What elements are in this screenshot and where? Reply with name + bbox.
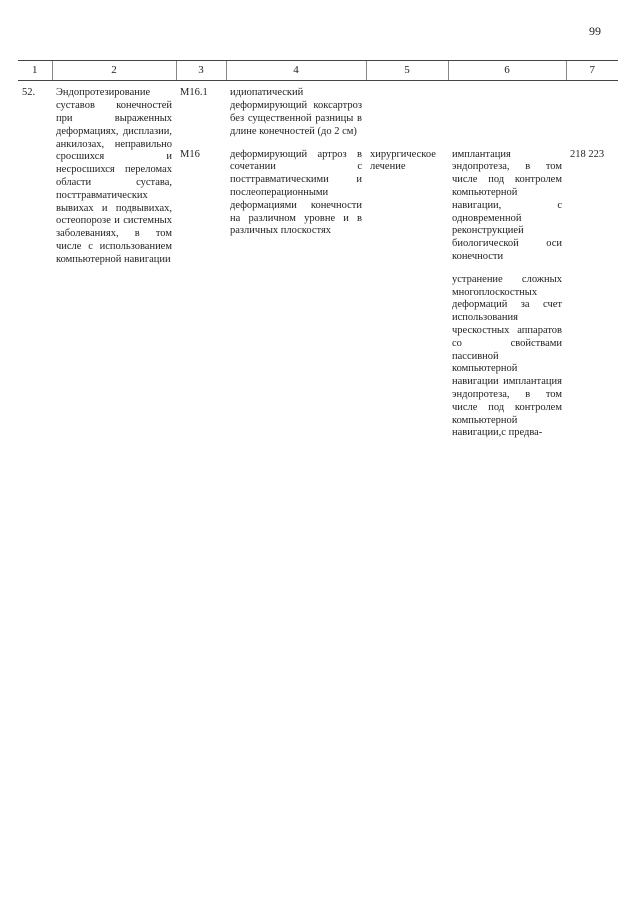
diagnosis: деформирующий артроз в сочетании с посттравматическими и послеоперационными деформациями конечности на различном уровне и в различных плоскостях: [230, 148, 362, 237]
icd-code: M16: [180, 148, 200, 160]
column-header-2: 2: [52, 61, 176, 81]
column-header-3: 3: [176, 61, 226, 81]
diagnosis: идиопатический деформирующий коксартроз без существенной разницы в длине конечностей (до 2 см): [230, 87, 362, 137]
treatment-method: имплантация эндопротеза, в том числе под контролем компьютерной навигации, с одновременной реконструкцией биологической оси конечности: [452, 148, 562, 262]
column-header-5: 5: [366, 61, 448, 81]
page-number: 99: [589, 24, 601, 38]
column-header-7: 7: [566, 61, 618, 81]
cost-value: [566, 268, 618, 444]
cost-value: 218 223: [570, 148, 605, 160]
patient-model: хирургическое лечение: [370, 148, 436, 173]
column-number-row: [18, 61, 618, 81]
column-header-6: 6: [448, 61, 566, 81]
service-name: Эндопротезирование суставов конечностей при выраженных деформациях, дисплазии, анкилозах, неправильно сросшихся и несросшихся переломах области сустава, посттравматических вывихах и подвывихах, остеопорозе и системных заболеваниях, в том числе с использованием компьютерной навигации: [56, 87, 172, 265]
column-header-4: 4: [226, 61, 366, 81]
medical-services-table: [18, 60, 618, 444]
diagnosis: [226, 268, 366, 444]
table-row: [18, 81, 618, 143]
treatment-method: устранение сложных многоплоскостных деформаций за счет использования чрескостных аппаратов со свойствами пассивной компьютерной навигации имплантация эндопротеза, в том числе под контролем компьютерной навигации,с предва-: [452, 273, 562, 439]
entry-number: 52.: [22, 87, 36, 99]
icd-code: [176, 268, 226, 444]
cost-value: [566, 81, 618, 143]
treatment-method: [448, 81, 566, 143]
patient-model: [366, 81, 448, 143]
icd-code: M16.1: [180, 87, 208, 99]
patient-model: [366, 268, 448, 444]
column-header-1: 1: [18, 61, 52, 81]
